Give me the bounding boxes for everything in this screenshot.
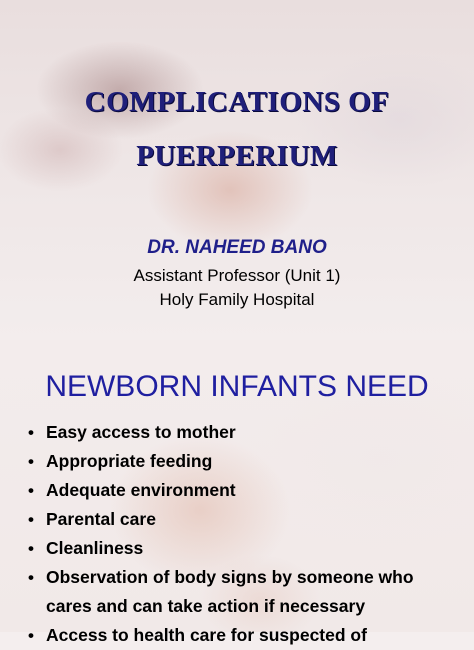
slide-title-line-2: PUERPERIUM: [136, 140, 338, 172]
bullet-dot: •: [28, 626, 34, 645]
slide-title-line-1: COMPLICATIONS OF: [84, 86, 390, 118]
author-institution: Holy Family Hospital: [159, 290, 315, 309]
author-role: Assistant Professor (Unit 1): [133, 266, 341, 285]
bullet-item: [28, 534, 468, 563]
bullet-text: Cleanliness: [46, 538, 144, 558]
bullet-item: [28, 505, 468, 534]
bullet-text: Observation of body signs by someone who: [46, 567, 414, 587]
bullet-text: Adequate environment: [46, 480, 236, 500]
bullet-item: [28, 621, 468, 650]
content-slide: [0, 340, 474, 645]
bullet-item: [28, 476, 468, 505]
bullet-list: [28, 418, 468, 650]
bullet-text: Appropriate feeding: [46, 451, 213, 471]
bullet-dot: •: [28, 481, 34, 500]
bullet-dot: •: [28, 423, 34, 442]
slide-heading: NEWBORN INFANTS NEED: [45, 370, 429, 403]
bullet-text: Easy access to mother: [46, 422, 236, 442]
author-name: DR. NAHEED BANO: [147, 237, 327, 258]
bullet-dot: •: [28, 510, 34, 529]
bullet-text: Parental care: [46, 509, 156, 529]
bullet-dot: •: [28, 452, 34, 471]
bullet-dot: •: [28, 568, 34, 587]
bullet-dot: •: [28, 539, 34, 558]
bullet-text-continuation: cares and can take action if necessary: [46, 596, 366, 616]
bullet-text: Access to health care for suspected of: [46, 625, 367, 645]
bullet-item: [28, 563, 468, 621]
bullet-item: [28, 447, 468, 476]
bullet-item: [28, 418, 468, 447]
